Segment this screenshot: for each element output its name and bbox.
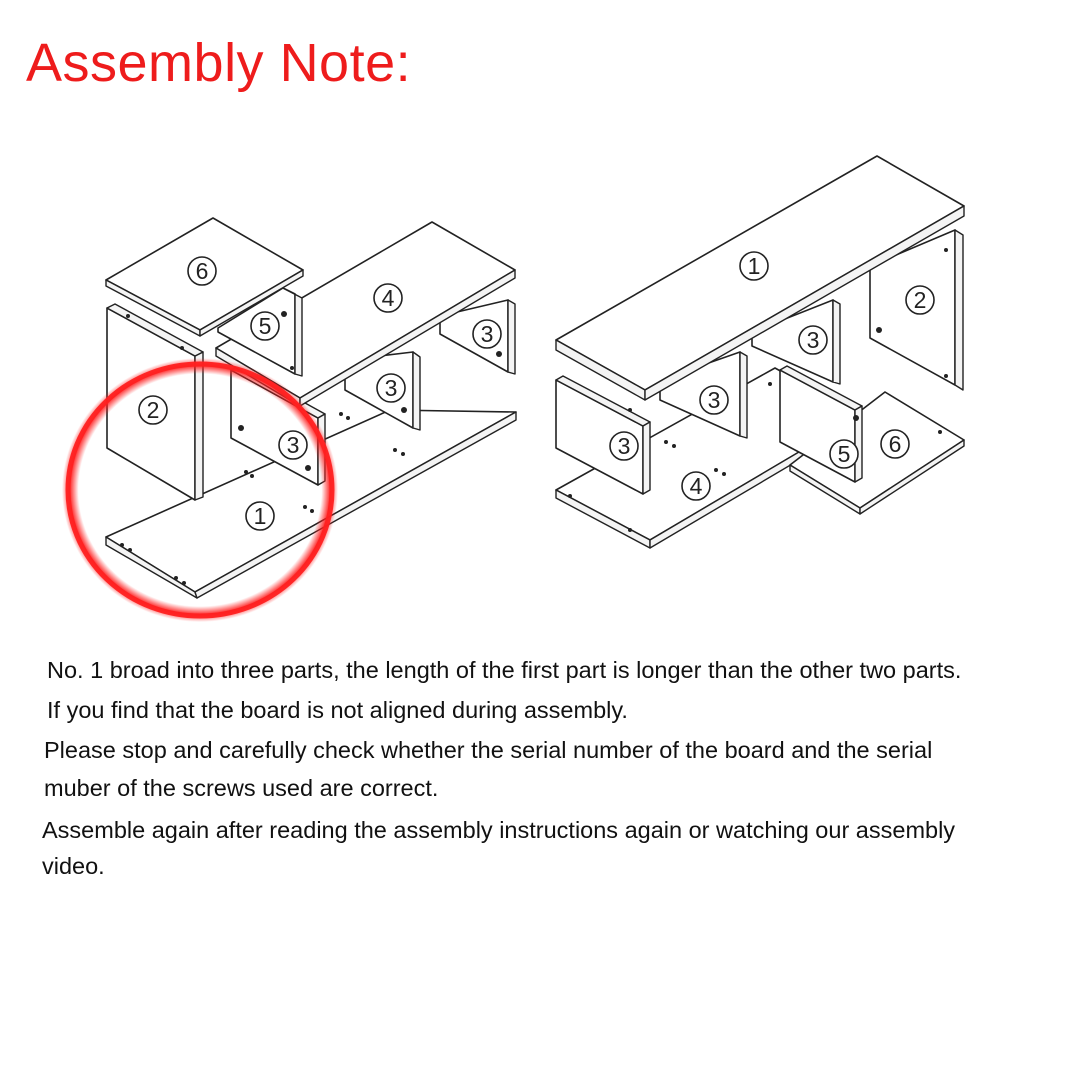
svg-text:5: 5: [258, 313, 272, 339]
page-title: Assembly Note:: [26, 33, 412, 93]
svg-text:3: 3: [286, 432, 300, 458]
part-badge: [682, 472, 710, 500]
part-badge: [740, 252, 768, 280]
svg-text:6: 6: [888, 431, 902, 457]
part-badge: [610, 432, 638, 460]
part-badge: [279, 431, 307, 459]
svg-text:5: 5: [837, 441, 851, 467]
svg-text:4: 4: [689, 473, 703, 499]
part-badge: [473, 320, 501, 348]
svg-text:3: 3: [806, 327, 820, 353]
svg-text:1: 1: [747, 253, 761, 279]
part-badge: [799, 326, 827, 354]
note-line: No. 1 broad into three parts, the length of the first part is longer than the other two parts.: [47, 657, 962, 683]
svg-text:3: 3: [707, 387, 721, 413]
note-line: Please stop and carefully check whether the serial number of the board and the serial: [44, 737, 933, 763]
svg-text:3: 3: [384, 375, 398, 401]
svg-text:1: 1: [253, 503, 267, 529]
part-badge: [139, 396, 167, 424]
part-badge: [246, 502, 274, 530]
svg-text:2: 2: [146, 397, 160, 423]
part-badge: [374, 284, 402, 312]
svg-text:4: 4: [381, 285, 395, 311]
part-badge: [906, 286, 934, 314]
part-badge: [881, 430, 909, 458]
note-line: video.: [42, 853, 105, 879]
note-line: Assemble again after reading the assembly instructions again or watching our assembly: [42, 817, 956, 843]
svg-text:3: 3: [480, 321, 494, 347]
note-line: muber of the screws used are correct.: [44, 775, 439, 801]
svg-text:6: 6: [195, 258, 209, 284]
right-exploded-view: [556, 156, 964, 548]
part-badge: [377, 374, 405, 402]
svg-text:3: 3: [617, 433, 631, 459]
highlight-circle: [62, 358, 338, 622]
part-badge: [188, 257, 216, 285]
svg-text:2: 2: [913, 287, 927, 313]
part-badge: [830, 440, 858, 468]
part-badge: [251, 312, 279, 340]
part-badge: [700, 386, 728, 414]
note-line: If you find that the board is not aligned during assembly.: [47, 697, 628, 723]
assembly-diagram: [0, 120, 1080, 660]
